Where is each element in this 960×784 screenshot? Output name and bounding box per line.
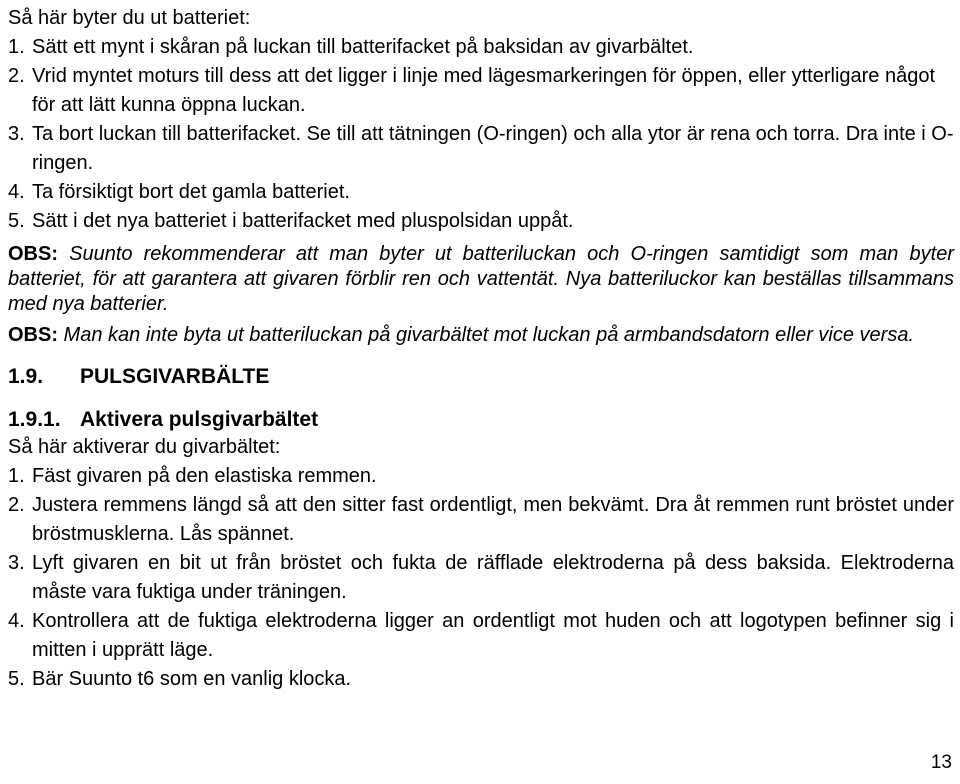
document-page [8,4,954,694]
note-text: Suunto rekommenderar att man byter ut batteriluckan och O-ringen samtidigt som man byter batteriet, för att garantera att givaren förblir ren och vattentät. Nya batteriluckor kan beställas tillsammans med nya batterier. [8,243,954,315]
list-item: 1. Sätt ett mynt i skåran på luckan till batterifacket på baksidan av givarbältet. [8,36,694,58]
list-item: 2. Vrid myntet moturs till dess att det ligger i linje med lägesmarkeringen för öppen, eller ytterligare något för att lätt kunna öppna luckan. [8,65,936,116]
subsection-heading: 1.9.1. Aktivera pulsgivarbältet [8,408,319,431]
activate-steps [8,462,954,694]
list-item: 3. Lyft givaren en bit ut från bröstet och fukta de räfflade elektroderna på dess baksida. Elektroderna måste vara fuktiga under träningen. [8,552,954,603]
section-heading: 1.9. PULSGIVARBÄLTE [8,365,270,388]
note-text: Man kan inte byta ut batteriluckan på givarbältet mot luckan på armbandsdatorn eller vice versa. [58,324,915,346]
list-item: 1. Fäst givaren på den elastiska remmen. [8,465,377,487]
list-item: 4. Kontrollera att de fuktiga elektroderna ligger an ordentligt mot huden och att logotypen befinner sig i mitten i upprätt läge. [8,610,954,661]
page-number: 13 [930,752,952,773]
note-label: OBS: [8,243,58,265]
list-item: 3. Ta bort luckan till batterifacket. Se till att tätningen (O-ringen) och alla ytor är rena och torra. Dra inte i O-ringen. [8,123,954,174]
note-paragraph [8,323,954,348]
list-item: 5. Bär Suunto t6 som en vanlig klocka. [8,668,352,690]
battery-steps [8,33,954,236]
list-item: 5. Sätt i det nya batteriet i batterifacket med pluspolsidan uppåt. [8,210,574,232]
list-item: 4. Ta försiktigt bort det gamla batteriet. [8,181,350,203]
note-label: OBS: [8,324,58,346]
list-item: 2. Justera remmens längd så att den sitter fast ordentligt, men bekvämt. Dra åt remmen runt bröstet under bröstmusklerna. Lås spännet. [8,494,954,545]
battery-intro: Så här byter du ut batteriet: [8,7,251,29]
activate-intro: Så här aktiverar du givarbältet: [8,436,281,458]
note-paragraph [8,242,954,317]
